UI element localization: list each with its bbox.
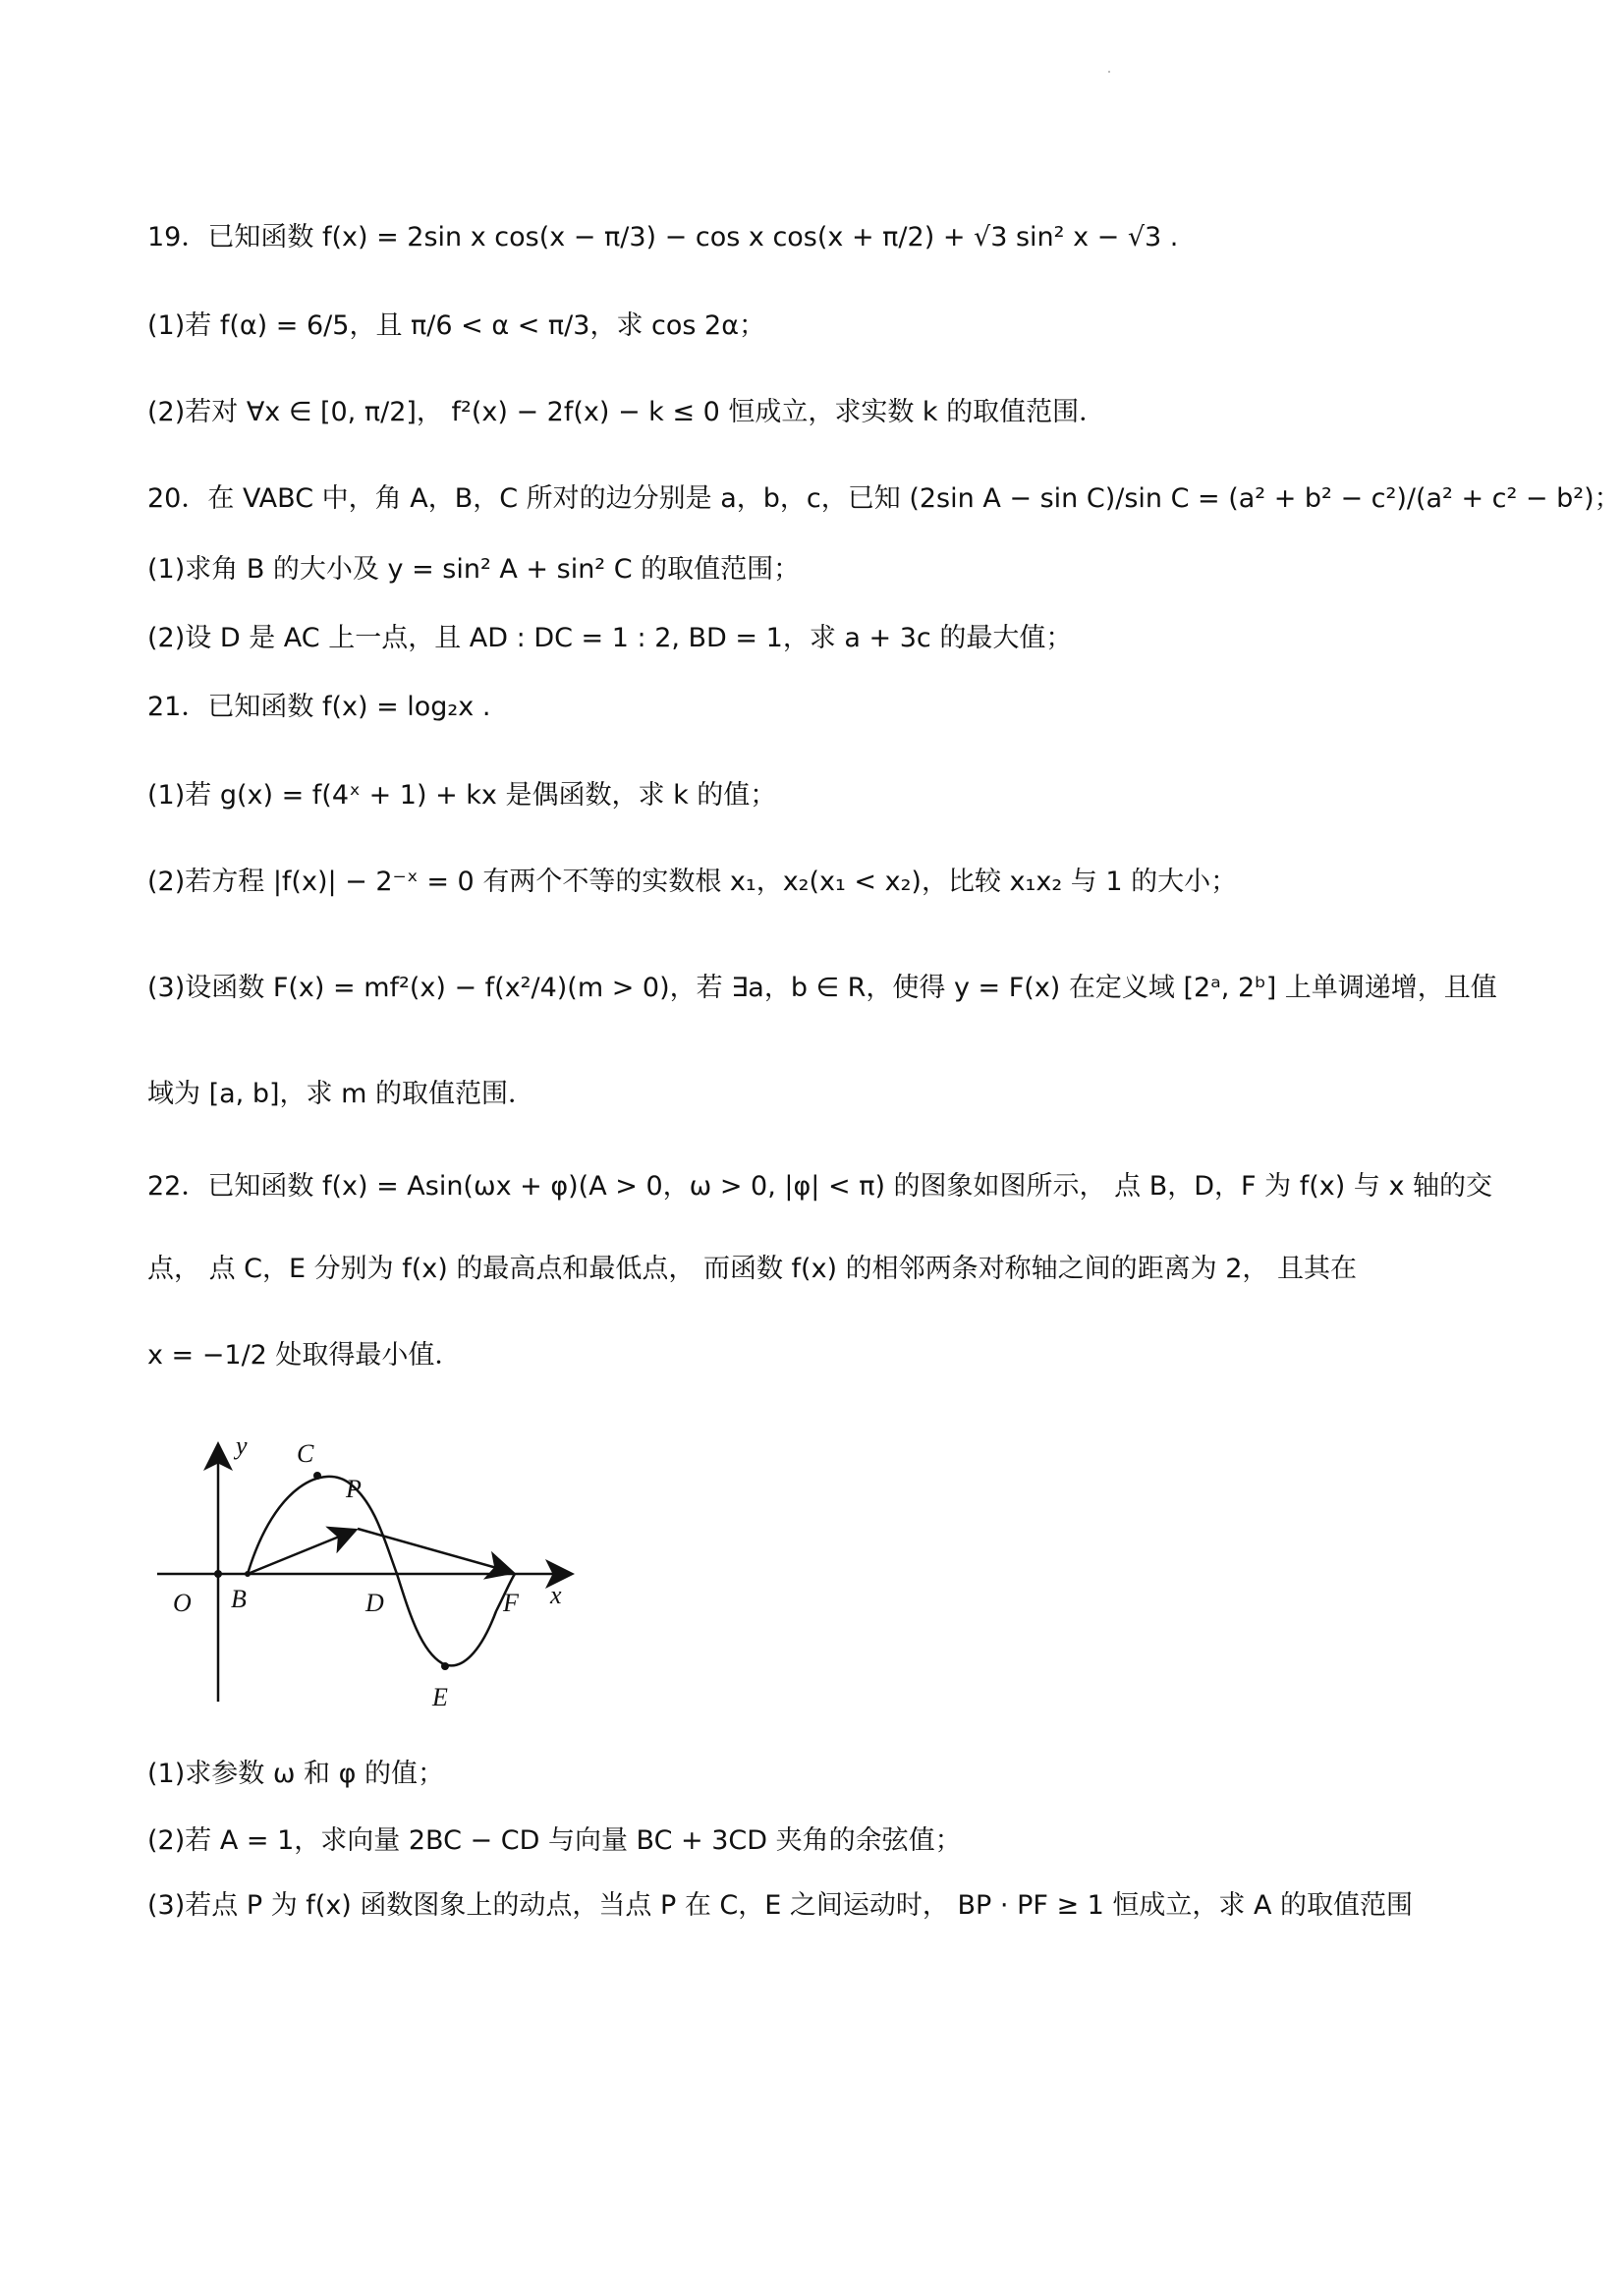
problem-20-part-1: (1)求角 B 的大小及 y = sin² A + sin² C 的取值范围； xyxy=(147,554,801,585)
sine-curve xyxy=(248,1477,515,1665)
origin-point xyxy=(214,1570,222,1578)
problem-22-part-3: (3)若点 P 为 f(x) 函数图象上的动点，当点 P 在 C，E 之间运动时， BP · PF ≥ 1 恒成立，求 A 的取值范围 xyxy=(147,1890,1414,1921)
label-o: O xyxy=(173,1589,192,1617)
label-p: P xyxy=(346,1475,362,1503)
problem-19-part-1: (1)若 f(α) = 6/5，且 π/6 < α < π/3，求 cos 2α； xyxy=(147,310,766,341)
problem-21-part-2: (2)若方程 |f(x)| − 2⁻ˣ = 0 有两个不等的实数根 x₁，x₂(x₁ < x₂)，比较 x₁x₂ 与 1 的大小； xyxy=(147,867,1238,897)
problem-21-part-1: (1)若 g(x) = f(4ˣ + 1) + kx 是偶函数，求 k 的值； xyxy=(147,780,777,811)
problem-19-part-2: (2)若对 ∀x ∈ [0, π/2]， f²(x) − 2f(x) − k ≤ 0 恒成立，求实数 k 的取值范围． xyxy=(147,397,1106,427)
problem-22-part-1: (1)求参数 ω 和 φ 的值； xyxy=(147,1759,444,1789)
vector-pf xyxy=(358,1529,511,1572)
label-e: E xyxy=(432,1683,448,1709)
problem-22-part-2: (2)若 A = 1，求向量 2BC − CD 与向量 BC + 3CD 夹角的余弦值； xyxy=(147,1825,962,1856)
problem-22-statement-cont-1: 点， 点 C，E 分别为 f(x) 的最高点和最低点， 而函数 f(x) 的相邻两条对称轴之间的距离为 2， 且其在 xyxy=(147,1254,1358,1284)
problem-21-statement: 21．已知函数 f(x) = log₂x . xyxy=(147,692,491,722)
label-c: C xyxy=(297,1439,314,1468)
problem-22-statement-cont-2: x = −1/2 处取得最小值． xyxy=(147,1340,462,1371)
problem-21-part-3-cont: 域为 [a, b]，求 m 的取值范围． xyxy=(147,1079,534,1109)
sine-graph-figure xyxy=(157,1425,599,1709)
problem-19-statement: 19．已知函数 f(x) = 2sin x cos(x − π/3) − cos x cos(x + π/2) + √3 sin² x − √3 . xyxy=(147,222,1179,252)
point-e xyxy=(441,1662,449,1670)
problem-20-part-2: (2)设 D 是 AC 上一点，且 AD : DC = 1 : 2, BD = 1，求 a + 3c 的最大值； xyxy=(147,623,1073,653)
label-y: y xyxy=(236,1431,248,1460)
vector-bp xyxy=(248,1531,354,1574)
sine-graph-svg xyxy=(157,1425,599,1709)
point-c xyxy=(313,1472,321,1480)
label-d: D xyxy=(365,1589,384,1617)
scan-dot xyxy=(1108,71,1110,73)
problem-21-part-3: (3)设函数 F(x) = mf²(x) − f(x²/4)(m > 0)，若 ∃a，b ∈ R，使得 y = F(x) 在定义域 [2ᵃ, 2ᵇ] 上单调递增，且值 xyxy=(147,973,1497,1003)
point-b xyxy=(245,1571,251,1577)
problem-20-statement: 20．在 VABC 中，角 A，B，C 所对的边分别是 a，b，c，已知 (2sin A − sin C)/sin C = (a² + b² − c²)/(a² + c² − b²)； xyxy=(147,483,1621,514)
problem-22-statement: 22．已知函数 f(x) = Asin(ωx + φ)(A > 0，ω > 0, |φ| < π) 的图象如图所示， 点 B，D，F 为 f(x) 与 x 轴的交 xyxy=(147,1171,1493,1202)
label-f: F xyxy=(503,1589,519,1617)
label-x: x xyxy=(550,1581,562,1609)
label-b: B xyxy=(231,1585,247,1613)
